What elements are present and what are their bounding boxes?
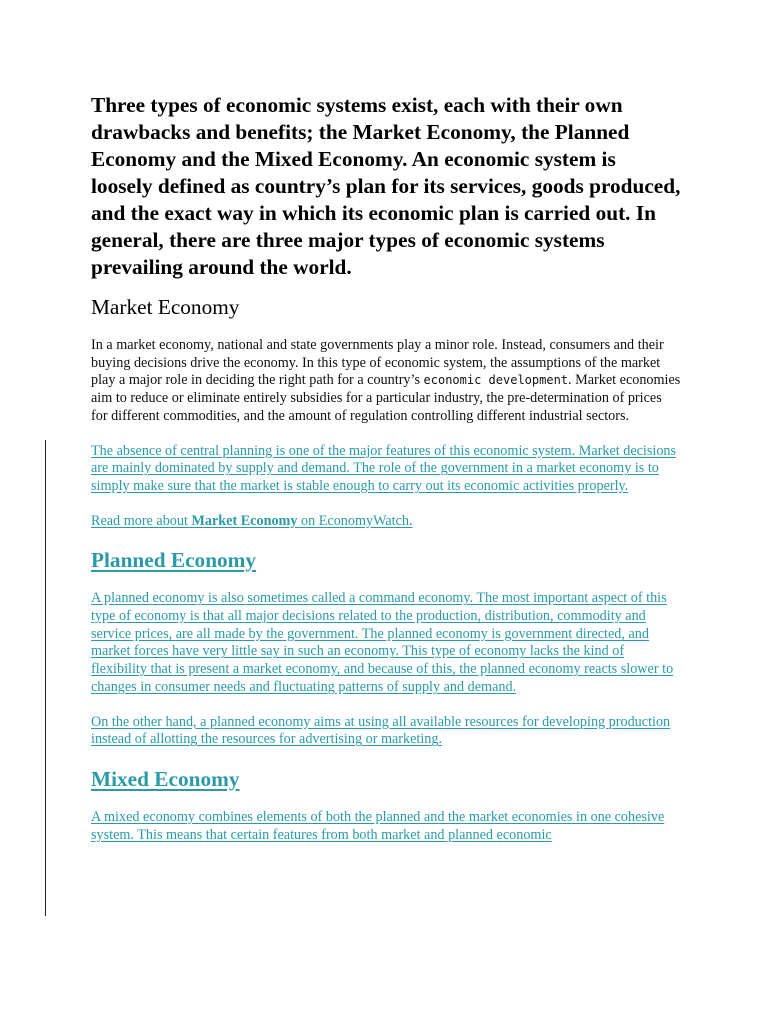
planned-economy-paragraph-2 xyxy=(91,714,681,749)
market-economy-paragraph xyxy=(91,337,681,426)
read-more-prefix: Read more about xyxy=(91,512,192,529)
planned-economy-link-1[interactable]: A planned economy is also sometimes called a command economy. The most important aspect of this type of economy is that all major decisions related to the production, distribution, commodity and service prices, are all made by the government. The planned economy is government directed, and market forces have very little say in such an economy. This type of economy lacks the kind of flexibility that is present a market economy, and because of this, the planned economy reacts slower to changes in consumer needs and fluctuating patterns of supply and demand. xyxy=(91,590,674,695)
read-more-bold: Market Economy xyxy=(191,512,298,529)
central-planning-link[interactable]: The absence of central planning is one of the major features of this economic system. Market decisions are mainly dominated by supply and demand. The role of the government in a market economy is to simply make sure that the market is stable enough to carry out its economic activities properly. xyxy=(91,442,677,494)
document-page xyxy=(91,92,681,861)
planned-economy-paragraph-1 xyxy=(91,590,681,696)
intro-paragraph: Three types of economic systems exist, each with their own drawbacks and benefits; the Market Economy, the Planned Economy and the Mixed Economy. An economic system is loosely defined as country’s plan for its services, goods produced, and the exact way in which its economic plan is carried out. In general, there are three major types of economic systems prevailing around the world. xyxy=(91,93,681,279)
market-paragraph-text-2: . Market economies aim to reduce or eliminate entirely subsidies for a particular industry, the pre-determination of prices for different commodities, and the amount of regulation controlling different industrial sectors. xyxy=(91,372,681,424)
read-more-suffix: on EconomyWatch. xyxy=(297,512,413,529)
mixed-economy-paragraph xyxy=(91,809,681,844)
planned-economy-heading[interactable]: Planned Economy xyxy=(91,548,257,573)
planned-economy-link-2[interactable]: On the other hand, a planned economy aims at using all available resources for developing production instead of allotting the resources for advertising or marketing. xyxy=(91,713,671,748)
economic-development-link[interactable]: economic development xyxy=(423,373,569,388)
mixed-economy-heading[interactable]: Mixed Economy xyxy=(91,766,240,791)
market-economy-linked-paragraph xyxy=(91,443,681,496)
change-bar xyxy=(45,440,46,916)
market-economy-heading: Market Economy xyxy=(91,295,240,319)
mixed-economy-link[interactable]: A mixed economy combines elements of both the planned and the market economies in one cohesive system. This means that certain features from both market and planned economic xyxy=(91,808,665,843)
market-paragraph-text-1: In a market economy, national and state governments play a minor role. Instead, consumers and their buying decisions drive the economy. In this type of economic system, the assumptions of the market play a major role in deciding the right path for a country’s xyxy=(91,337,664,389)
read-more-link[interactable] xyxy=(91,513,413,529)
read-more-paragraph xyxy=(91,513,681,531)
